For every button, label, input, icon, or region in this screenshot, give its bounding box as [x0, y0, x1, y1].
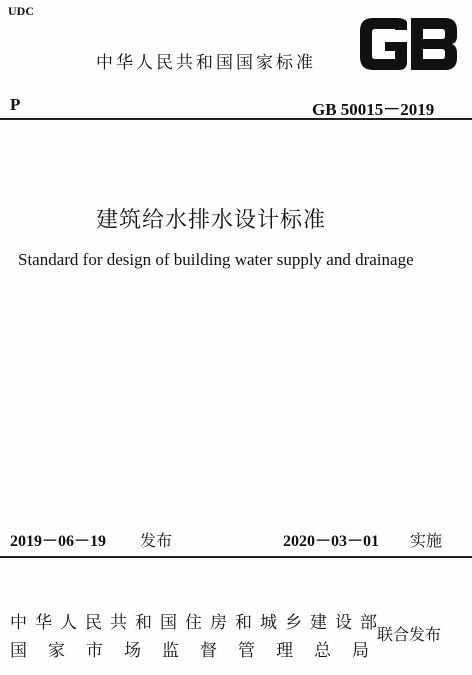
joint-release-label: 联合发布 [377, 625, 442, 644]
top-divider [0, 118, 472, 120]
issue-date: 2019－06－19 [10, 533, 107, 550]
standard-number: GB 50015－2019 [312, 100, 435, 119]
bottom-divider [0, 556, 472, 558]
issue-label: 发布 [140, 531, 173, 550]
publisher-administration: 国家市场监督管理总局 [10, 641, 390, 661]
publisher-ministry: 中华人民共和国住房和城乡建设部 [10, 613, 385, 633]
udc-label: UDC [8, 4, 34, 18]
implementation-label: 实施 [410, 531, 443, 550]
standard-type-heading: 中华人民共和国国家标准 [96, 53, 316, 73]
title-english: Standard for design of building water supply and drainage [18, 250, 414, 269]
title-chinese: 建筑给水排水设计标准 [96, 208, 327, 233]
gb-logo [357, 16, 460, 72]
implementation-date: 2020－03－01 [283, 533, 380, 550]
classification-code: P [10, 95, 21, 114]
